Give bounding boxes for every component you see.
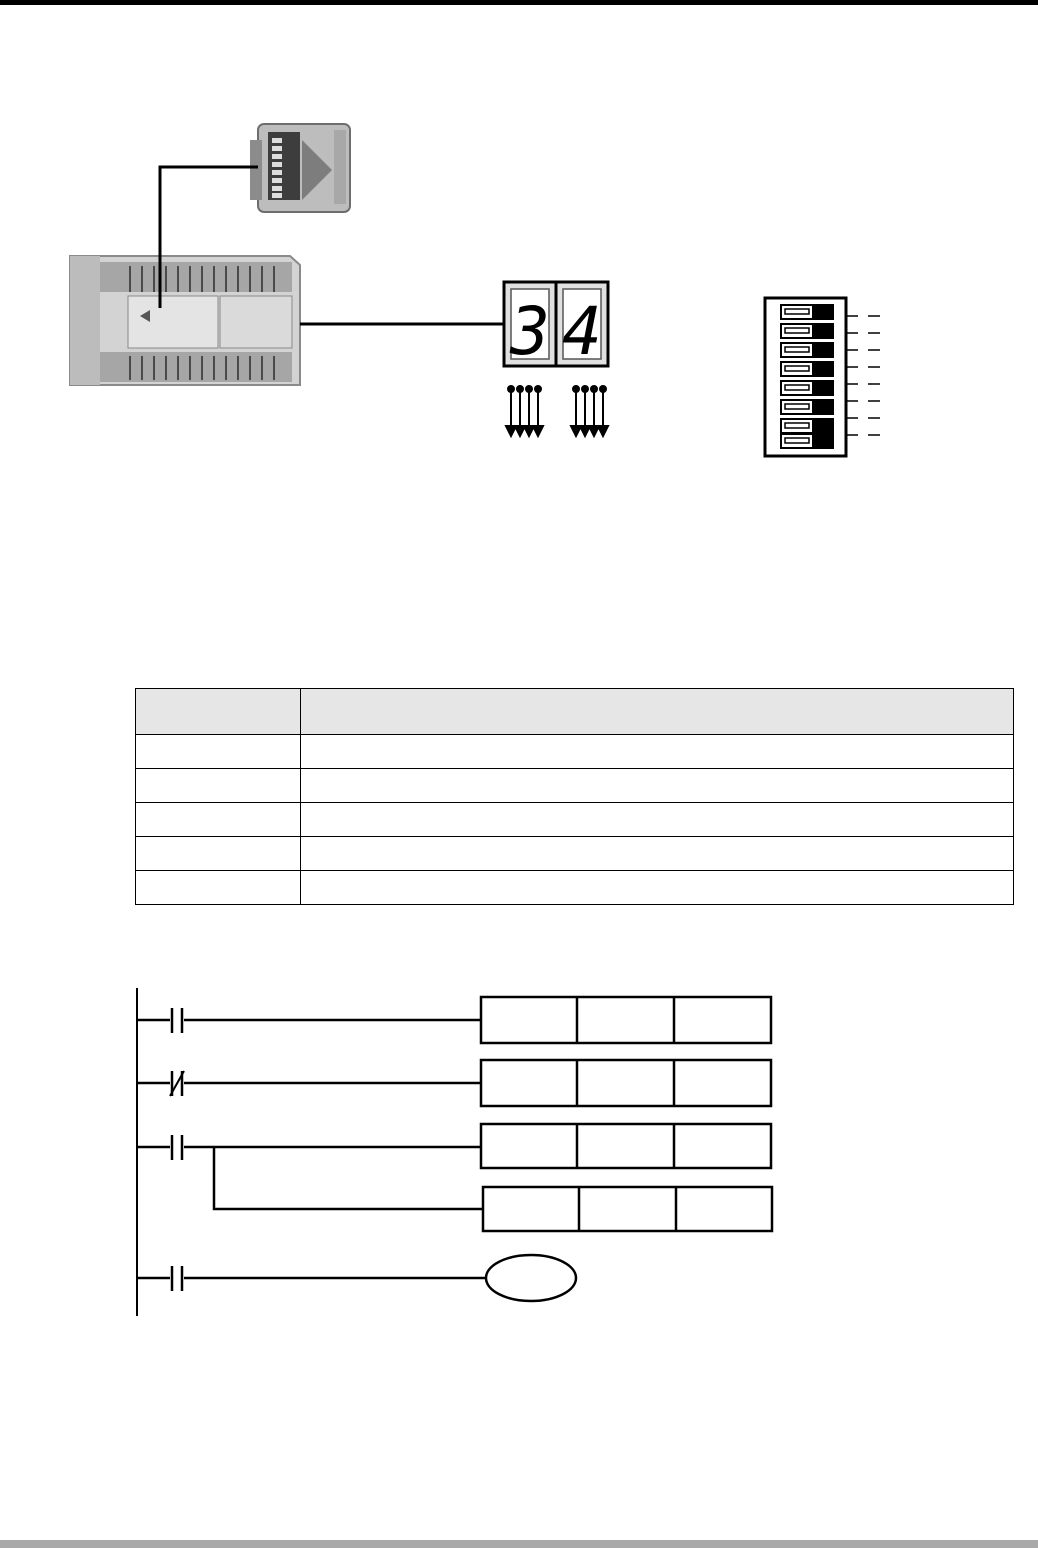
instruction-box-2 <box>481 1060 771 1106</box>
display-digit-1: 3 <box>510 293 550 370</box>
bcd-output-arrows <box>506 386 608 436</box>
plc-unit-image <box>70 256 300 385</box>
instruction-box-3 <box>481 1124 771 1168</box>
table-cell <box>301 871 1014 905</box>
ladder-rung-1 <box>137 997 771 1043</box>
dip-switch-positions <box>781 305 833 448</box>
table-row <box>136 803 1014 837</box>
table-cell <box>136 769 301 803</box>
display-digit-2: 4 <box>562 293 602 370</box>
dip-switch-card-image <box>250 124 350 212</box>
ladder-rung-2 <box>137 1060 771 1106</box>
instruction-box-1 <box>481 997 771 1043</box>
footer-rule <box>0 1540 1038 1548</box>
table-row <box>136 837 1014 871</box>
table-cell <box>136 837 301 871</box>
table-cell <box>136 735 301 769</box>
dip-switch-leads <box>846 316 880 435</box>
table-header-cell <box>301 689 1014 735</box>
ladder-rung-4 <box>137 1255 576 1301</box>
table-row <box>136 769 1014 803</box>
dip-switch <box>765 298 880 456</box>
spec-table <box>135 688 1014 905</box>
output-coil <box>486 1255 576 1301</box>
table-cell <box>301 735 1014 769</box>
table-cell <box>301 837 1014 871</box>
table-header-cell <box>136 689 301 735</box>
table-row <box>136 735 1014 769</box>
instruction-box-4 <box>483 1187 772 1231</box>
ladder-diagram <box>137 988 772 1316</box>
table-cell <box>301 803 1014 837</box>
table-cell <box>136 803 301 837</box>
table-cell <box>301 769 1014 803</box>
table-cell <box>136 871 301 905</box>
ladder-rung-3 <box>137 1124 772 1231</box>
table-header-row <box>136 689 1014 735</box>
table-row <box>136 871 1014 905</box>
